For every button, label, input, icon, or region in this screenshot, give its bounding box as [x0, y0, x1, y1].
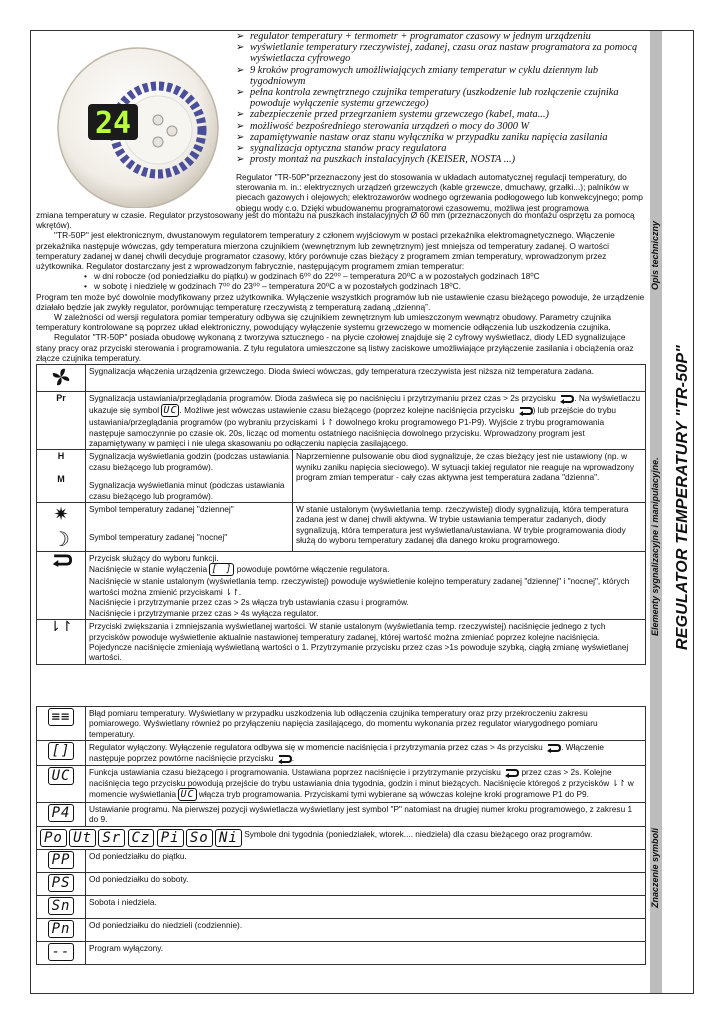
icon-cell [37, 365, 86, 392]
table-row [37, 503, 646, 552]
pn-symbol-icon: Pn [48, 920, 75, 938]
days-description: Symbole dni tygodnia (poniedziałek, wtorek.... niedziela) dla czasu bieżącego oraz programów. [244, 828, 593, 839]
sun-moon-icons [37, 503, 86, 552]
icon-cell [37, 872, 86, 895]
pn-description: Od poniedziałku do niedzieli (codziennie). [86, 918, 646, 941]
feature-item: ➢ zapamiętywanie nastaw oraz stanu wyłącznika w przypadku zaniku napięcia zasilania [236, 131, 608, 143]
table-row [37, 803, 646, 827]
description-paragraph: Program ten może być dowolnie modyfikowany przez użytkownika. Wyłączenie wszystkich programów lub nie ustawienie czasu bieżącego powoduje, że urządzenie działało będzie jak zwykły regulator, porównując temperaturę rzeczywistą z temperaturą zadaną „dzienną”. [36, 291, 645, 312]
p4-description: Ustawianie programu. Na pierwszej pozycji wyświetlacza wyświetlany jest symbol "P" natomiast na drugiej numer kroku programowego, z zakresu 1 do 9. [86, 803, 646, 827]
ps-description: Od poniedziałku do soboty. [86, 872, 646, 895]
table-row [37, 941, 646, 964]
elements-table [36, 364, 646, 665]
feature-list [236, 31, 646, 165]
table-row [37, 392, 646, 450]
factory-schedule [36, 271, 646, 291]
function-key-icon [558, 394, 574, 404]
m-label: M [57, 473, 65, 484]
function-key-icon [276, 754, 292, 764]
pp-symbol-icon: PP [48, 851, 75, 869]
function-key-icon [50, 553, 72, 567]
intro-continuation: zmiana temperatury w czasie. Regulator przystosowany jest do montażu na puszkach instalacyjnych Ø 60 mm (przeznaczonych do montażu osprzętu za pomocą wkrętów). [36, 210, 635, 231]
icon-cell [37, 895, 86, 918]
description-paragraph: "TR-50P" jest elektronicznym, dwustanowym regulatorem temperatury z członem wyjściowym w postaci przekaźnika elektromagnetycznego. Włączenie przekaźnika następuje wówczas, gdy temperatura mierzona czujnikiem (wewnętrznym lub zewnętrznym) jest mniejsza od temperatury zadanej. O wartości temperatury zadanej w danej chwili decyduje programator czasowy, który porównuje czas bieżący z programem zmian temperatury, wprowadzonym przez użytkownika. Regulator dostarczany jest z wprowadzonym fabrycznie, następującym programem zmian temperatur: [36, 230, 615, 272]
table-row [37, 707, 646, 741]
fan-description: Sygnalizacja włączenia urządzenia grzewczego. Dioda świeci wówczas, gdy temperatura rzeczywista jest niższa niż temperatura zadana. [86, 365, 646, 392]
uc-symbol-icon: UC [163, 405, 178, 417]
table-row [37, 826, 646, 849]
table-row [37, 620, 646, 665]
function-key-icon [545, 743, 561, 753]
icon-cell [37, 707, 86, 741]
day-pi-icon: Pi [157, 829, 184, 847]
day-sr-icon: Sr [98, 829, 125, 847]
day-ut-icon: Ut [69, 829, 96, 847]
sn-symbol-icon: Sn [48, 897, 75, 915]
icon-cell [37, 741, 86, 766]
table-row [37, 765, 646, 802]
icon-cell [37, 765, 86, 802]
program-off-symbol-icon: -- [48, 943, 75, 961]
function-key-icon [517, 406, 533, 416]
p4-symbol-icon: P4 [48, 804, 75, 822]
icon-cell [37, 803, 86, 827]
uc-symbol-icon: UC [180, 789, 195, 801]
pp-description: Od poniedziałku do piątku. [86, 849, 646, 872]
section-label-opis: Opis techniczny [650, 220, 660, 290]
days-row [37, 826, 646, 849]
description-block [36, 210, 646, 363]
function-key-description: Przycisk służący do wyboru funkcji. Naciśnięcie w stanie wyłączenia [ ] powoduje powtórne włączenie regulatora. Naciśnięcie w stanie ustalonym (wyświetlania temp. rzeczywistej) powoduje wyświetlenie kolejno temperatury zadanej "dziennej" i "nocnej", których wartości można zmienić przyciskami ⇂↾. Naciśnięcie i przytrzymanie przez czas > 2s włącza tryb ustawiania czasu i programów. Naciśnięcie i przytrzymanie przez czas > 4s wyłącza regulator. [86, 552, 646, 620]
feature-item: ➢ regulator temperatury + termometr + programator czasowy w jednym urządzeniu [236, 31, 591, 42]
feature-item: ➢ sygnalizacja optyczna stanów pracy regulatora [236, 143, 447, 155]
pr-description: Sygnalizacja ustawiania/przeglądania programów. Dioda zaświeca się po naciśnięciu i przytrzymaniu przez czas > 2s przycisku . Na wyświetlaczu ukazuje się symbol UC . Możliwe jest wówczas ustawienie czasu bieżącego (poprzez kolejne naciśnięcia przycisku ) lub przejście do trybu ustawiania/przeglądania programów (po wybraniu przyciskami ⇂↾ dowolnego kroku programowego P1-P9). Wyjście z trybu programowania następuje samoczynnie po czasie ok. 20s, licząc od momentu ostatniego naciśnięcia dowolnego przycisku. Wprowadzony program jest zapamiętywany w pamięci i nie ulega skasowaniu po odłączeniu napięcia zasilającego. [86, 392, 646, 450]
document-title: REGULATOR TEMPERATURY "TR-50P" [674, 344, 691, 650]
feature-item: ➢ wyświetlanie temperatury rzeczywistej, zadanej, czasu oraz nastaw programatora za pomocą wyświetlacza cyfrowego [236, 42, 638, 65]
error-symbol-icon: ≡≡ [48, 708, 75, 726]
uc-symbol-icon: UC [48, 767, 75, 785]
sun-moon-right-description: W stanie ustalonym (wyświetlania temp. rzeczywistej) diody sygnalizują, która temperatura zadana jest w danej chwili aktywna. W trybie ustawiania temperatur zadanych, diody sygnalizują, która temperatura jest wyświetlana/ustawiana. W trybie programowania diody służą do wyboru temperatury zadanej dla danego kroku programowego. [293, 503, 646, 552]
fan-icon [50, 366, 72, 388]
table-row [37, 450, 646, 503]
table-row [37, 872, 646, 895]
table-row [37, 552, 646, 620]
off-symbol-icon: [ ] [211, 564, 233, 576]
section-label-elementy: Elementy sygnalizacyjne i manipulacyjne. [650, 457, 660, 636]
feature-item: ➢ możliwość bezpośredniego sterowania urządzeń o mocy do 3000 W [236, 120, 530, 132]
table-row [37, 895, 646, 918]
description-paragraph: W zależności od wersji regulatora pomiar temperatury odbywa się czujnikiem zewnętrznym lub umieszczonym wewnątrz obudowy. Parametry czujnika temperatury kontrolowane są poprzez układ elektroniczny, powodujący wyłączenie systemu grzewczego w momencie odłączenia lub uszkodzenia czujnika. [36, 312, 611, 333]
up-down-icon: ⇂↾ [225, 586, 239, 597]
hm-description: Sygnalizacja wyświetlania godzin (podczas ustawiania czasu bieżącego lub programów). Sygnalizacja wyświetlania minut (podczas ustawiania czasu bieżącego lub programów). [86, 450, 293, 503]
sun-icon: ✷ [53, 504, 69, 525]
day-cz-icon: Cz [128, 829, 155, 847]
off-description: Regulator wyłączony. Wyłączenie regulatora odbywa się w momencie naciśnięcia i przytrzymania przez czas > 4s przycisku . Włączenie następuje poprzez powtórne naciśnięcie przycisku . [86, 741, 646, 766]
icon-cell [37, 552, 86, 620]
day-po-icon: Po [40, 829, 67, 847]
up-down-icon: ⇂↾ [611, 777, 626, 788]
up-down-icon: ⇂↾ [37, 620, 86, 665]
feature-item: ➢ zabezpieczenie przed przegrzaniem systemu grzewczego (kabel, mata...) [236, 109, 549, 121]
uc-description: Funkcja ustawiania czasu bieżącego i programowania. Ustawiana poprzez naciśnięcie i przytrzymanie przycisku przez czas > 2s. Kolejne naciśnięcia tego przycisku powodują przejście do trybu ustawiania dnia tygodnia, godzin i minut bieżących. Naciśnięcie któregoś z przycisków ⇂↾ w momencie wyświetlania UC włącza tryb programowania. Przyciskami tymi wybierane są wówczas kolejne kroki programowe P1 do P9. [86, 765, 646, 802]
device-display-value: 24 [94, 106, 132, 141]
table-row [37, 849, 646, 872]
function-key-icon [503, 768, 519, 778]
off-symbol-icon: [] [48, 742, 75, 760]
feature-item: ➢ pełna kontrola zewnętrznego czujnika temperatury (uszkodzenie lub rozłączenie czujnika powoduje wyłączenie systemu grzewczego) [236, 87, 619, 110]
icon-cell [37, 849, 86, 872]
error-description: Błąd pomiaru temperatury. Wyświetlany w przypadku uszkodzenia lub odłączenia czujnika temperatury oraz przy przekroczeniu zakresu pomiarowego. Wyświetlany również po przyłączeniu napięcia zasilającego, do momentu wykonania przez regulator wiarygodnego pomiaru temperatury. [86, 707, 646, 741]
sun-moon-description: Symbol temperatury zadanej "dziennej" Symbol temperatury zadanej "nocnej" [86, 503, 293, 552]
intro-paragraph: Regulator "TR-50P"przeznaczony jest do stosowania w układach automatycznej regulacji temperatury, do sterowania m. in.: elektrycznych urządzeń grzewczych (kable grzewcze, dmuchawy, grzałki...); palników w piecach gazowych i olejowych; elektrozaworów wodnego ogrzewania podłogowego lub konwekcyjnego; pomp obiegu wody c.o. Dzięki wbudowanemu programatorowi czasowemu, możliwa jest programowa [236, 172, 643, 213]
section-label-znaczenie: Znaczenie symboli [650, 827, 660, 908]
table-row [37, 741, 646, 766]
icon-cell [37, 941, 86, 964]
feature-item: ➢ prosty montaż na puszkach instalacyjnych (KEISER, NOSTA ...) [236, 154, 516, 166]
up-down-icon: ⇂↾ [319, 417, 334, 428]
schedule-item: • w sobotę i niedzielę w godzinach 7⁰⁰ do 23⁰⁰ – temperatura 20⁰C a w pozostałych godzinach 18⁰C. [94, 281, 646, 291]
day-so-icon: So [186, 829, 213, 847]
program-off-description: Program wyłączony. [86, 941, 646, 964]
feature-item: ➢ 9 kroków programowych umożliwiających zmiany temperatur w cyklu dziennym lub tygodniowym [236, 64, 599, 87]
hm-labels [37, 450, 86, 503]
ps-symbol-icon: PS [48, 874, 75, 892]
symbols-table [36, 706, 646, 965]
description-paragraph: Regulator "TR-50P" posiada obudowę wykonaną z tworzywa sztucznego - na płycie czołowej znajduje się 2 cyfrowy wyświetlacz, diody LED sygnalizujące stany pracy oraz przyciski sterowania i programowania. Z tyłu regulatora umieszczone są listwy zaciskowe umożliwiające przyłączenie zasilania i obciążenia oraz złącze czujnika temperatury. [36, 332, 634, 363]
h-label: H [57, 451, 65, 462]
hm-right-description: Naprzemienne pulsowanie obu diod sygnalizuje, że czas bieżący jest nie ustawiony (np. w wyniku zaniku napięcia sieciowego). W sytuacji takiej regulator nie reaguje na wprowadzony program zmian temperatur - cały czas aktywna jest temperatura zadana "dzienna". [293, 450, 646, 503]
day-ni-icon: Ni [215, 829, 242, 847]
regulator-device-image [42, 42, 232, 208]
schedule-item: • w dni robocze (od poniedziałku do piątku) w godzinach 6⁰⁰ do 22⁰⁰ – temperatura 20⁰C a w pozostałych godzinach 18⁰C [94, 271, 646, 281]
pr-label: Pr [37, 392, 86, 450]
up-down-description: Przyciski zwiększania i zmniejszania wyświetlanej wartości. W stanie ustalonym (wyświetlania temp. rzeczywistej) naciśnięcie jednego z tych przycisków powoduje wyświetlenie aktualnie nastawionej temperatury zadanej, której wartość można zmieniać poprzez kolejne naciśnięcia. Pojedyncze naciśnięcie zmieniają wyświetlaną wartości o 1. Przytrzymanie przycisku przez czas >1s powoduje szybką, ciągłą zmianę wyświetlanej wartości. [86, 620, 646, 665]
icon-cell [37, 918, 86, 941]
moon-icon: ☽ [52, 529, 70, 552]
table-row [37, 918, 646, 941]
table-row [37, 365, 646, 392]
sn-description: Sobota i niedziela. [86, 895, 646, 918]
